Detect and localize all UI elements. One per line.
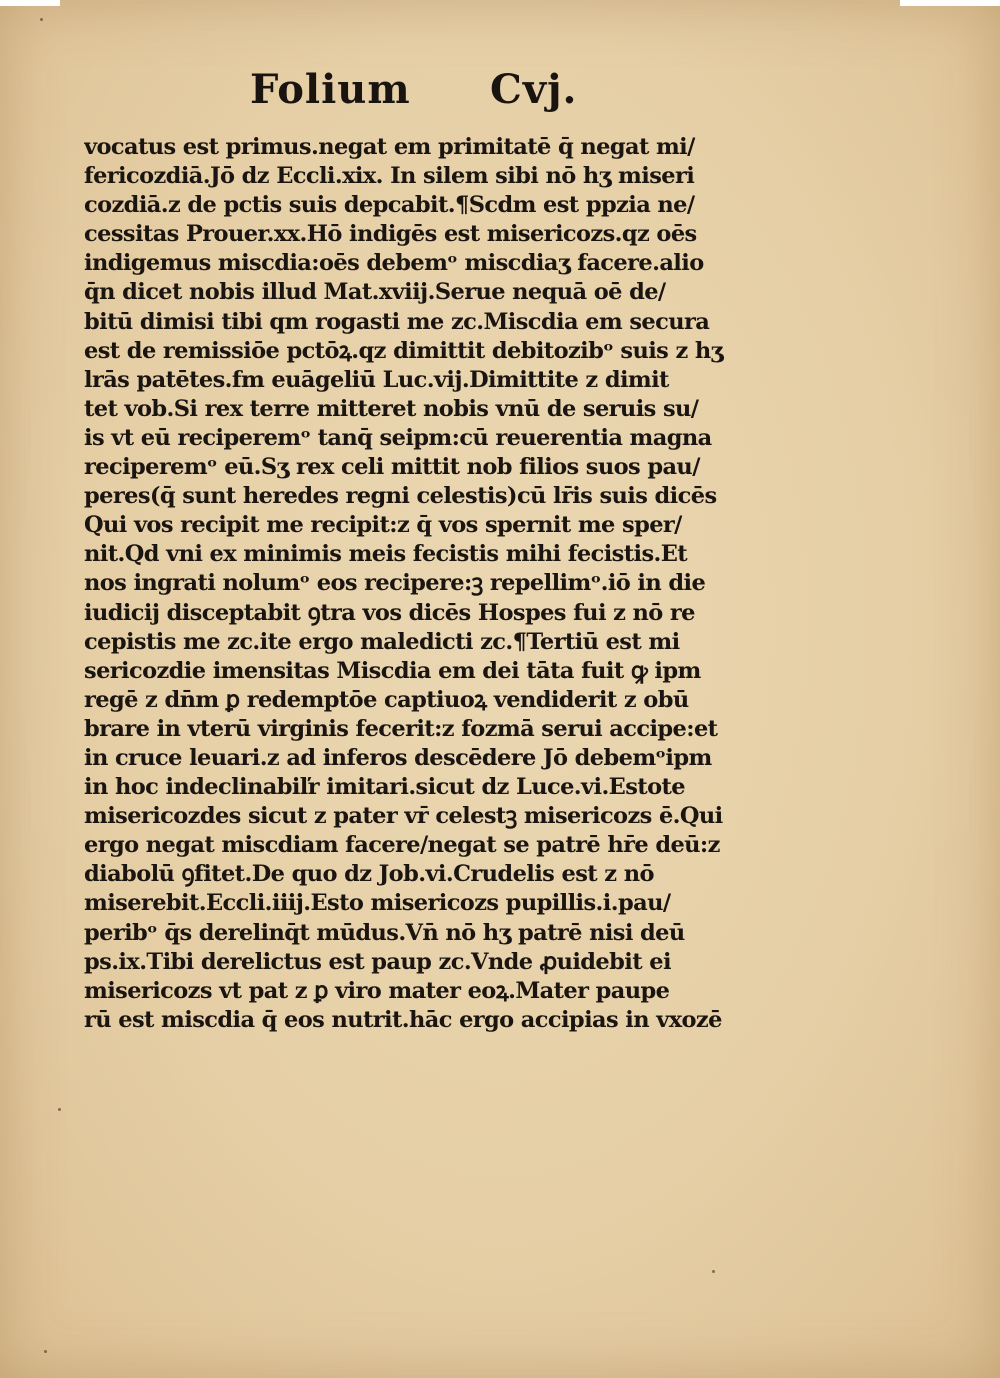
body-text <box>84 133 774 1035</box>
text-line: rū est miscdia q̄ eos nutrit.hāc ergo accipias in vxozē <box>84 1006 722 1033</box>
page-header <box>250 66 650 126</box>
text-line: iudicij disceptabit ꝯtra vos dicēs Hospes fui z nō re <box>84 599 695 626</box>
text-line: miserebit.Eccli.iiij.Esto misericozs pupillis.i.pau/ <box>84 890 671 917</box>
text-line: sericozdie imensitas Miscdia em dei tāta fuit ꝙ ipm <box>84 657 701 684</box>
text-line: tet vob.Si rex terre mitteret nobis vnū de seruis su/ <box>84 395 699 422</box>
text-line: nit.Qd vni ex minimis meis fecistis mihi fecistis.Et <box>84 541 688 568</box>
text-line: in hoc indeclinabiľr imitari.sicut dz Luce.vi.Estote <box>84 774 685 801</box>
text-line: ps.ix.Tibi derelictus est paup zc.Vnde ꝓuidebit ei <box>84 948 671 975</box>
folio-number: Cvj. <box>490 66 578 113</box>
paper-speck <box>58 1108 61 1111</box>
text-line: peribᵒ q̄s derelinq̄t mūdus.Vn̄ nō hʒ patrē nisi deū <box>84 919 685 946</box>
text-line: diabolū ꝯfitet.De quo dz Job.vi.Crudelis est z nō <box>84 861 654 888</box>
text-line: is vt eū reciperemᵒ tanq̄ seipm:cū reuerentia magna <box>84 424 712 451</box>
text-line: brare in vterū virginis fecerit:z fozmā serui accipe:et <box>84 715 718 742</box>
running-head-title: Folium <box>250 66 411 113</box>
text-line: misericozdes sicut z pater vr̄ celestꝫ misericozs ē.Qui <box>84 803 723 830</box>
text-line: vocatus est primus.negat em primitatē q̄ negat mi/ <box>84 134 695 160</box>
text-line: Qui vos recipit me recipit:z q̄ vos spernit me sper/ <box>84 512 682 539</box>
paper-speck <box>40 18 43 21</box>
text-line: q̄n dicet nobis illud Mat.xviij.Serue nequā oē de/ <box>84 279 666 306</box>
paper-speck <box>44 1350 47 1353</box>
text-line: cessitas Prouer.xx.Hō indigēs est misericozs.qz oēs <box>84 221 697 248</box>
text-line: ergo negat miscdiam facere/negat se patrē hr̄e deū:z <box>84 832 720 859</box>
scan-margin <box>0 0 1000 6</box>
paper-speck <box>712 1270 715 1273</box>
text-line: nos ingrati nolumᵒ eos recipere:ꝫ repellimᵒ.iō in die <box>84 570 706 597</box>
text-line: cozdiā.z de pctis suis depcabit.¶Scdm est ppzia ne/ <box>84 192 695 219</box>
text-line: lrās patētes.fm euāgeliū Luc.vij.Dimittite z dimit <box>84 366 669 393</box>
text-line: est de remissiōe pctōꝝ.qz dimittit debitozibᵒ suis z hʒ <box>84 337 723 364</box>
text-line: cepistis me zc.ite ergo maledicti zc.¶Tertiū est mi <box>84 628 680 655</box>
text-line: misericozs vt pat z ꝑ viro mater eoꝝ.Mater paupe <box>84 977 670 1004</box>
text-line: reciperemᵒ eū.Sʒ rex celi mittit nob filios suos pau/ <box>84 454 700 481</box>
text-line: regē z dn̄m ꝑ redemptōe captiuoꝝ vendiderit z obū <box>84 686 689 713</box>
text-line: fericozdiā.Jō dz Eccli.xix. In silem sibi nō hʒ miseri <box>84 163 695 190</box>
text-line: bitū dimisi tibi qm rogasti me zc.Miscdia em secura <box>84 308 710 335</box>
text-line: in cruce leuari.z ad inferos descēdere Jō debemᵒipm <box>84 744 712 771</box>
text-line: peres(q̄ sunt heredes regni celestis)cū lr̄is suis dicēs <box>84 483 717 510</box>
text-line: indigemus miscdia:oēs debemᵒ miscdiaʒ facere.alio <box>84 250 704 277</box>
